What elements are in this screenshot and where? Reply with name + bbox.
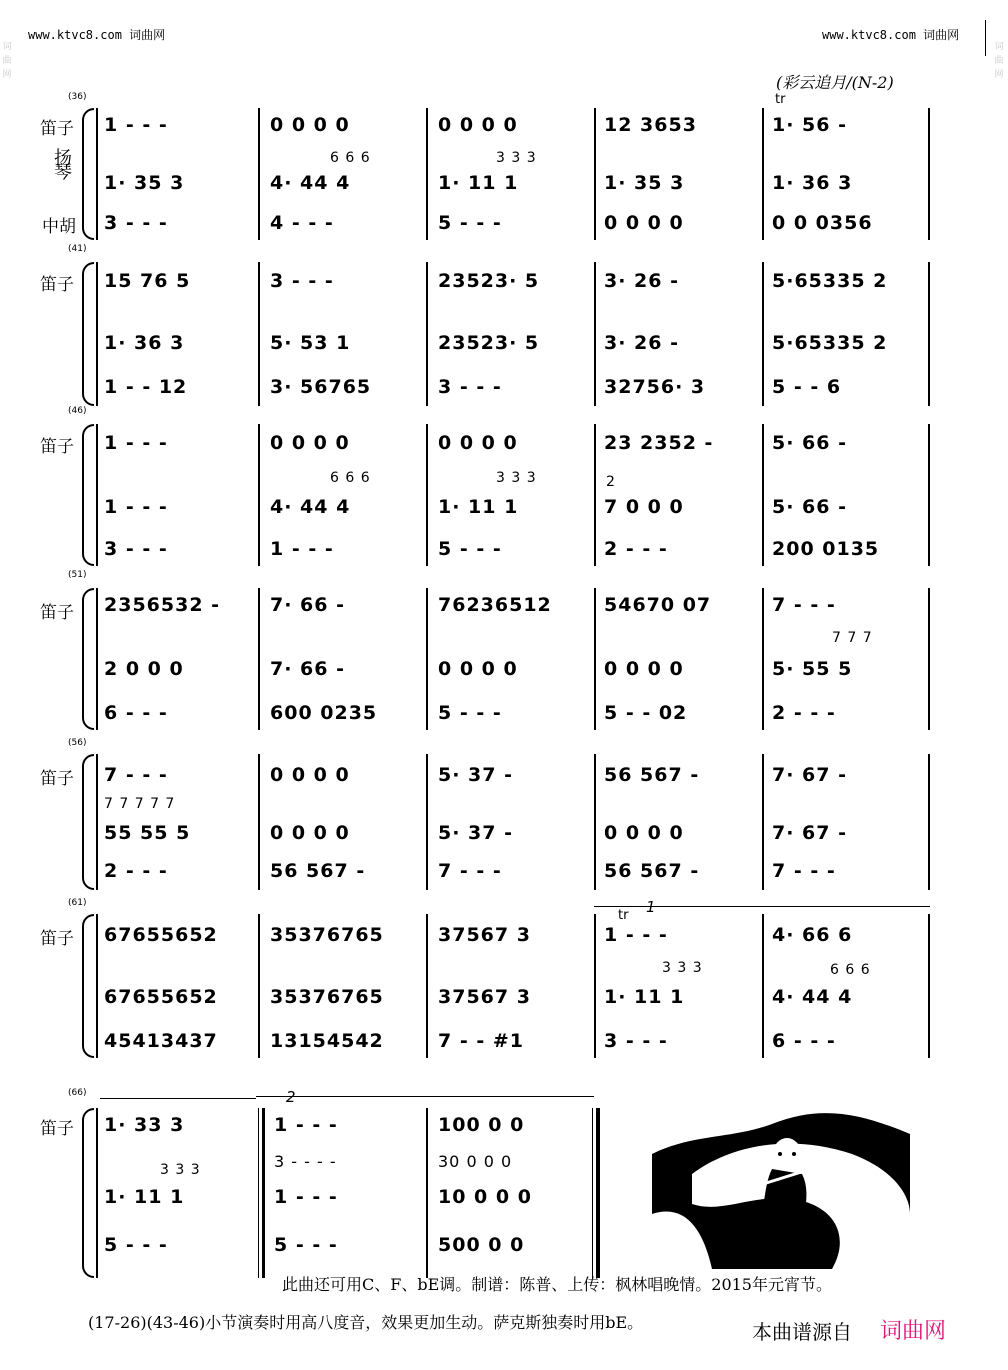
measure-notes: 0 0 0 0: [604, 658, 684, 680]
instrument-label: 笛子: [40, 119, 74, 139]
system-brace: [82, 424, 94, 566]
system-brace: [82, 108, 94, 240]
measure-notes: 0 0 0 0: [270, 114, 350, 136]
barline: [426, 914, 428, 1058]
final-barline-thick: [596, 1108, 600, 1278]
measure-notes: 7 - - -: [438, 860, 502, 882]
barline: [762, 588, 764, 730]
barline: [928, 754, 930, 890]
measure-notes: 7· 66 -: [270, 594, 345, 616]
footer-note-line-1: 此曲还可用C、F、bE调。制谱：陈普、上传：枫林唱晚情。2015年元宵节。: [282, 1275, 832, 1294]
chord-upper: 6 6 6: [830, 962, 871, 978]
measure-notes: 7 0 0 0: [604, 496, 684, 518]
measure-notes: 4· 66 6: [772, 924, 853, 946]
chord-upper: 3 3 3: [496, 470, 537, 486]
source-label: 本曲谱源自: [752, 1320, 852, 1344]
barline: [258, 914, 260, 1058]
measure-notes: 3· 56765: [270, 376, 372, 398]
measure-notes: 56 567 -: [604, 764, 700, 786]
measure-notes: 7· 66 -: [270, 658, 345, 680]
measure-notes: 7 - - -: [104, 764, 168, 786]
measure-notes: 12 3653: [604, 114, 697, 136]
measure-notes: 2 - - -: [104, 860, 168, 882]
measure-notes: 3 - - -: [104, 538, 168, 560]
barline: [594, 424, 596, 566]
measure-notes: 3 - - -: [604, 1030, 668, 1052]
measure-notes: 1 - - -: [270, 538, 334, 560]
volta-number: 1: [646, 898, 656, 916]
barline: [96, 424, 98, 566]
measure-notes: 0 0 0 0: [604, 822, 684, 844]
measure-number: (56): [68, 738, 87, 748]
measure-notes: 4· 44 4: [270, 172, 351, 194]
barline: [96, 1108, 98, 1278]
system-brace: [82, 1108, 94, 1278]
measure-notes: 5· 66 -: [772, 432, 847, 454]
measure-notes: 0 0 0 0: [604, 212, 684, 234]
measure-notes: 5 - - -: [438, 538, 502, 560]
barline: [762, 262, 764, 406]
measure-notes: 4· 44 4: [270, 496, 351, 518]
measure-notes: 5 - - -: [104, 1234, 168, 1256]
measure-notes: 23523· 5: [438, 270, 540, 292]
barline: [258, 588, 260, 730]
barline: [928, 914, 930, 1058]
instrument-label: 笛子: [40, 1119, 74, 1139]
measure-notes: 56 567 -: [270, 860, 366, 882]
measure-notes: 1· 36 3: [772, 172, 853, 194]
measure-notes: 3· 26 -: [604, 270, 679, 292]
barline: [96, 588, 98, 730]
measure-number: (41): [68, 244, 87, 254]
barline: [928, 262, 930, 406]
measure-notes: 7· 67 -: [772, 822, 847, 844]
measure-notes: 1 - - -: [104, 114, 168, 136]
measure-notes: 7 - - #1: [438, 1030, 524, 1052]
system-brace: [82, 588, 94, 730]
measure-notes: 7· 67 -: [772, 764, 847, 786]
measure-number: (51): [68, 570, 87, 580]
barline: [762, 424, 764, 566]
measure-notes: 5· 55 5: [772, 658, 853, 680]
measure-notes: 1 - - 12: [104, 376, 188, 398]
instrument-label: 笛子: [40, 275, 74, 295]
volta-number: 2: [286, 1088, 296, 1106]
measure-notes: 5 - - -: [438, 212, 502, 234]
measure-notes: 1· 11 1: [438, 172, 519, 194]
barline: [426, 424, 428, 566]
barline: [96, 262, 98, 406]
measure-notes: 0 0 0 0: [438, 658, 518, 680]
barline: [594, 914, 596, 1058]
measure-notes: 5 - - 6: [772, 376, 842, 398]
measure-notes: 500 0 0: [438, 1234, 525, 1256]
measure-notes: 4· 44 4: [772, 986, 853, 1008]
footer-note-line-2: (17-26)(43-46)小节演奏时用高八度音，效果更加生动。萨克斯独奏时用bE。: [88, 1313, 644, 1332]
piece-title: (彩云追月/(N-2): [776, 73, 894, 92]
barline: [426, 1108, 428, 1278]
barline: [594, 108, 596, 240]
system-brace: [82, 914, 94, 1058]
measure-notes: 2 - - -: [604, 538, 668, 560]
chord-upper: 7 7 7: [832, 630, 873, 646]
measure-notes: 56 567 -: [604, 860, 700, 882]
measure-notes: 5·65335 2: [772, 270, 888, 292]
trill-mark: tr: [618, 908, 629, 923]
measure-notes: 3 - - -: [438, 376, 502, 398]
measure-notes: 5 - - 02: [604, 702, 688, 724]
measure-notes: 0 0 0 0: [270, 764, 350, 786]
measure-notes: 1· 11 1: [604, 986, 685, 1008]
measure-notes: 7 - - -: [772, 594, 836, 616]
measure-notes: 37567 3: [438, 924, 531, 946]
measure-notes: 1· 35 3: [604, 172, 685, 194]
measure-notes: 54670 07: [604, 594, 712, 616]
measure-notes: 5· 37 -: [438, 764, 513, 786]
measure-notes: 3· 26 -: [604, 332, 679, 354]
site-url-left: www.ktvc8.com 词曲网: [28, 28, 166, 42]
volta-bracket: [594, 906, 930, 907]
measure-notes: 23523· 5: [438, 332, 540, 354]
measure-notes: 23 2352 -: [604, 432, 714, 454]
measure-notes: 3 - - -: [270, 270, 334, 292]
measure-notes: 1· 33 3: [104, 1114, 185, 1136]
performer-photo: [652, 1094, 910, 1269]
measure-notes: 0 0 0 0: [438, 432, 518, 454]
chord-upper: 7 7 7 7 7: [104, 796, 176, 812]
barline: [96, 914, 98, 1058]
measure-notes: 2 0 0 0: [104, 658, 184, 680]
measure-notes: 1 - - -: [104, 496, 168, 518]
barline: [762, 754, 764, 890]
measure-notes: 2 - - -: [772, 702, 836, 724]
volta-bracket: [256, 1096, 594, 1097]
chord-upper: 6 6 6: [330, 470, 371, 486]
instrument-label: 扬琴: [51, 148, 72, 176]
barline: [258, 262, 260, 406]
measure-notes: 200 0135: [772, 538, 880, 560]
measure-notes: 35376765: [270, 924, 384, 946]
barline: [762, 108, 764, 240]
measure-notes: 1 - - -: [604, 924, 668, 946]
measure-notes: 1· 35 3: [104, 172, 185, 194]
measure-notes: 600 0235: [270, 702, 378, 724]
measure-notes: 5 - - -: [274, 1234, 338, 1256]
measure-notes: 55 55 5: [104, 822, 191, 844]
chord-upper: 3 3 3: [662, 960, 703, 976]
instrument-label: 笛子: [40, 769, 74, 789]
chord-upper: 6 6 6: [330, 150, 371, 166]
barline: [928, 424, 930, 566]
system-brace: [82, 754, 94, 890]
page-edge: [985, 20, 986, 56]
measure-notes: 1 - - -: [274, 1186, 338, 1208]
trill-mark: tr: [775, 92, 786, 107]
instrument-label: 笛子: [40, 603, 74, 623]
volta-line: [100, 1098, 256, 1099]
measure-notes: 5 - - -: [438, 702, 502, 724]
measure-notes: 45413437: [104, 1030, 218, 1052]
measure-notes: 67655652: [104, 986, 218, 1008]
site-url-right: www.ktvc8.com 词曲网: [822, 28, 960, 42]
barline: [426, 108, 428, 240]
chord-upper: 3 3 3: [160, 1162, 201, 1178]
measure-notes: 76236512: [438, 594, 552, 616]
barline: [258, 754, 260, 890]
barline: [258, 108, 260, 240]
measure-notes: 1 - - -: [274, 1114, 338, 1136]
barline: [96, 108, 98, 240]
barline: [258, 424, 260, 566]
final-barline-thin: [592, 1108, 593, 1278]
barline: [928, 108, 930, 240]
measure-notes: 0 0 0 0: [270, 822, 350, 844]
measure-number: (36): [68, 92, 87, 102]
measure-number: (66): [68, 1088, 87, 1098]
measure-notes: 1· 56 -: [772, 114, 847, 136]
measure-notes: 15 76 5: [104, 270, 191, 292]
measure-notes: 2356532 -: [104, 594, 221, 616]
instrument-label: 笛子: [40, 929, 74, 949]
barline: [762, 914, 764, 1058]
measure-notes: 35376765: [270, 986, 384, 1008]
measure-notes: 5· 37 -: [438, 822, 513, 844]
measure-notes: 13154542: [270, 1030, 384, 1052]
repeat-barline-thick: [262, 1108, 265, 1278]
watermark-right: 词曲网: [994, 42, 1004, 80]
measure-notes: 37567 3: [438, 986, 531, 1008]
barline: [928, 588, 930, 730]
measure-notes: 6 - - -: [104, 702, 168, 724]
measure-notes: 5· 53 1: [270, 332, 351, 354]
measure-notes: 30 0 0 0: [438, 1152, 513, 1171]
measure-notes: 1· 11 1: [104, 1186, 185, 1208]
measure-notes: 1 - - -: [104, 432, 168, 454]
measure-notes: 32756· 3: [604, 376, 706, 398]
measure-notes: 5·65335 2: [772, 332, 888, 354]
barline: [96, 754, 98, 890]
measure-notes: 0 0 0356: [772, 212, 873, 234]
measure-number: (61): [68, 898, 87, 908]
measure-notes: 3 - - - -: [274, 1152, 337, 1171]
measure-number: (46): [68, 406, 87, 416]
watermark-left: 词曲网: [2, 42, 12, 80]
barline: [594, 262, 596, 406]
barline: [426, 754, 428, 890]
measure-notes: 5· 66 -: [772, 496, 847, 518]
measure-notes: 100 0 0: [438, 1114, 525, 1136]
measure-notes: 0 0 0 0: [270, 432, 350, 454]
barline: [426, 262, 428, 406]
measure-notes: 1· 36 3: [104, 332, 185, 354]
measure-notes: 6 - - -: [772, 1030, 836, 1052]
chord-upper: 3 3 3: [496, 150, 537, 166]
measure-notes: 0 0 0 0: [438, 114, 518, 136]
measure-notes: 3 - - -: [104, 212, 168, 234]
measure-notes: 67655652: [104, 924, 218, 946]
measure-notes: 7 - - -: [772, 860, 836, 882]
instrument-label: 中胡: [42, 217, 76, 237]
chord-upper: 2: [606, 474, 616, 490]
measure-notes: 10 0 0 0: [438, 1186, 532, 1208]
barline: [594, 754, 596, 890]
brand-logo[interactable]: 词曲网: [880, 1319, 947, 1344]
measure-notes: 1· 11 1: [438, 496, 519, 518]
barline: [594, 588, 596, 730]
barline: [426, 588, 428, 730]
repeat-barline-thin: [258, 1108, 259, 1278]
instrument-label: 笛子: [40, 437, 74, 457]
system-brace: [82, 262, 94, 406]
measure-notes: 4 - - -: [270, 212, 334, 234]
